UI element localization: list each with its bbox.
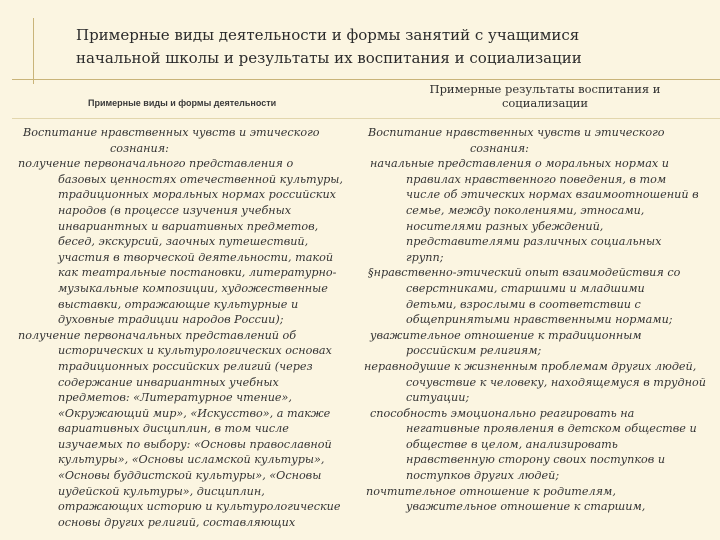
text-line: «Окружающий мир», «Искусство», а также [58,406,331,420]
text-line: обществе в целом, анализировать [406,437,618,451]
text-line: Воспитание нравственных чувств и этического [368,126,665,139]
text-line: числе об этических нормах взаимоотношений в [406,188,699,202]
text-line: исторических и культурологических основах [58,344,332,358]
text-line: отражающих историю и культурологические [58,500,341,514]
text-line: народов (в процессе изучения учебных [58,203,292,217]
text-line: неравнодушие к жизненным проблемам других людей, [364,359,697,373]
slide-title [76,24,676,70]
text-line: ситуации; [406,391,470,405]
text-line: сочувствие к человеку, находящемуся в трудной [406,375,706,389]
text-line: сознания: [110,141,169,155]
text-line: изучаемых по выбору: «Основы православной [58,437,332,451]
text-line: получение первоначального представления о [18,157,294,171]
text-line: получение первоначальных представлений об [18,328,297,342]
text-line: семье, между поколениями, этносами, [406,203,645,217]
text-line: правилах нравственного поведения, в том [406,172,667,186]
text-line: инвариантных и вариативных предметов, [58,219,319,233]
text-line: начальные представления о моральных нормах и [370,157,669,171]
text-line: базовых ценностях отечественной культуры, [58,172,343,186]
text-line: предметов: «Литературное чтение», [58,391,292,405]
text-line: представителями различных социальных [406,235,662,249]
text-line: «Основы буддистской культуры», «Основы [58,469,322,483]
slide-title-line-1: Примерные виды деятельности и формы занятий с учащимися [76,26,580,44]
right-column-header-line-2: социализации [501,96,589,110]
text-line: традиционных российских религий (через [58,359,313,373]
slide-title-line-2: начальной школы и результаты их воспитания и социализации [76,49,582,67]
title-accent-vertical-line [33,18,34,84]
right-column-header [390,82,700,110]
text-line: сознания: [470,141,529,155]
left-column-header: Примерные виды и формы деятельности [88,98,277,108]
text-line: вариативных дисциплин, в том числе [58,422,289,436]
activities-column [18,125,363,530]
text-line: детьми, взрослыми в соответствии с [406,297,641,311]
title-underline [12,79,720,80]
text-line: Воспитание нравственных чувств и этического [23,126,320,139]
text-line: выставки, отражающие культурные и [58,297,299,311]
text-line: уважительное отношение к традиционным [370,328,642,342]
text-line: иудейской культуры», дисциплин, [58,484,265,498]
results-column [364,125,720,515]
text-line: основы других религий, составляющих [58,515,296,529]
text-line: нравственную сторону своих поступков и [406,453,666,467]
text-line: духовные традиции народов России); [58,313,284,327]
text-line: общепринятыми нравственными нормами; [406,313,673,327]
text-line: традиционных моральных нормах российских [58,188,336,202]
text-line: негативные проявления в детском обществе и [406,422,697,436]
text-line: §нравственно-этический опыт взаимодействия со [368,266,681,280]
text-line: участия в творческой деятельности, такой [58,250,334,264]
text-line: сверстниками, старшими и младшими [406,281,645,295]
text-line: поступков других людей; [406,469,560,483]
text-line: уважительное отношение к старшим, [406,500,646,514]
text-line: как театральные постановки, литературно- [58,266,337,280]
text-line: групп; [406,250,444,264]
text-line: музыкальные композиции, художественные [58,281,328,295]
text-line: носителями разных убеждений, [406,219,604,233]
text-line: способность эмоционально реагировать на [370,406,635,420]
right-column-header-line-1: Примерные результаты воспитания и [429,82,661,96]
text-line: культуры», «Основы исламской культуры», [58,453,325,467]
text-line: почтительное отношение к родителям, [366,484,616,498]
header-divider [12,118,720,119]
text-line: бесед, экскурсий, заочных путешествий, [58,235,309,249]
text-line: содержание инвариантных учебных [58,375,279,389]
text-line: российским религиям; [406,344,542,358]
